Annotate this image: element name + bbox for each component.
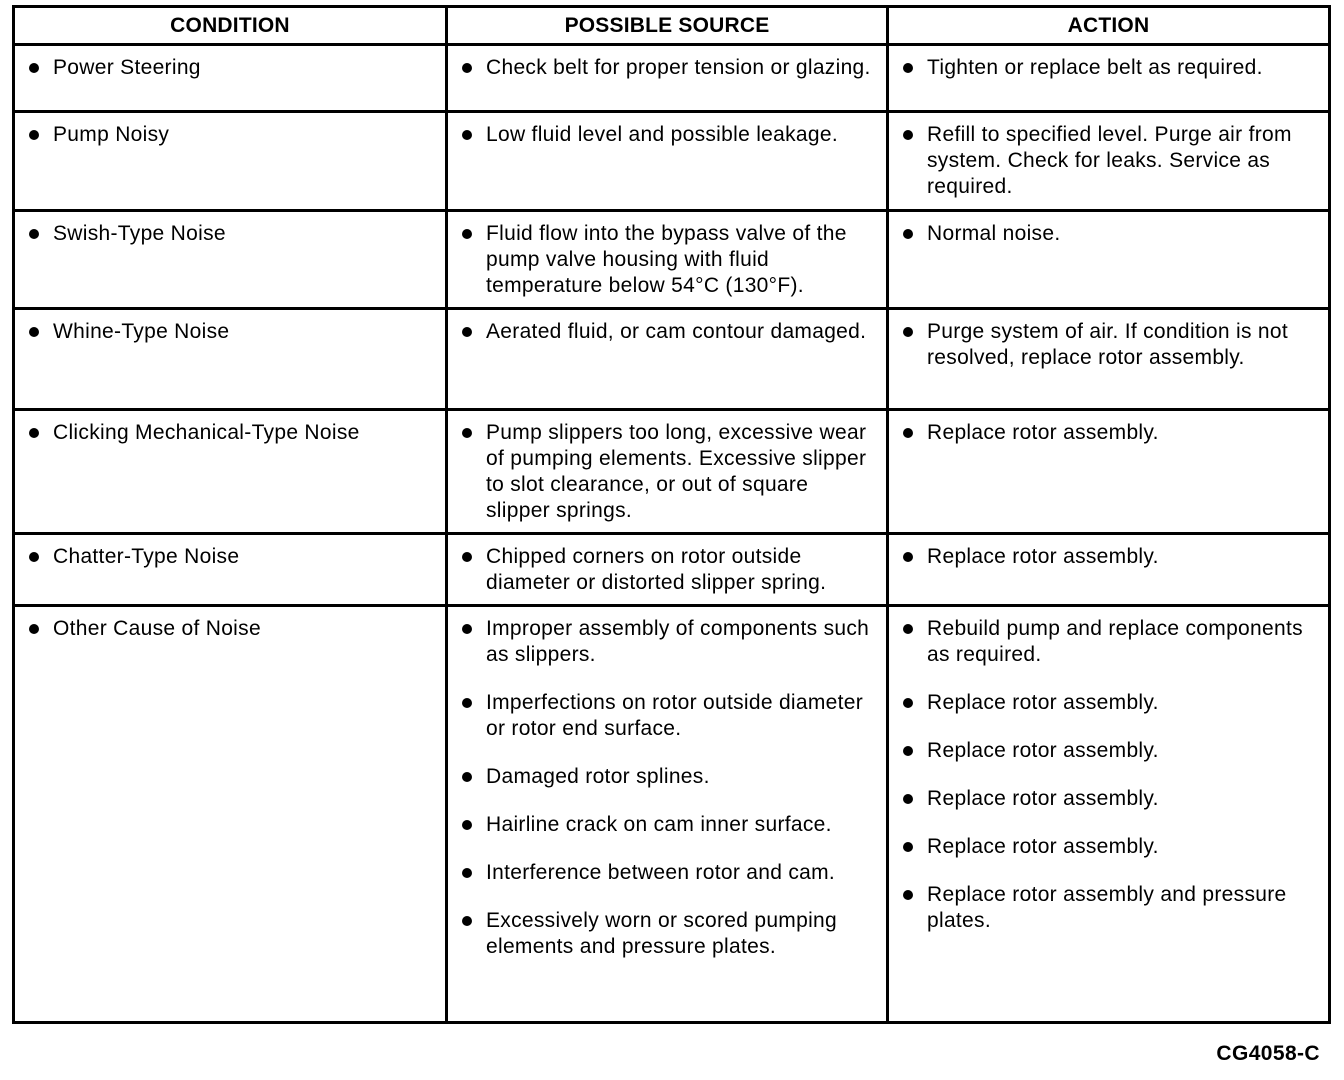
action-cell-text: Purge system of air. If condition is not resolved, replace rotor assembly. [927, 320, 1289, 369]
table-row [14, 112, 1330, 211]
source-cell-text: Check belt for proper tension or glazing. [486, 56, 871, 79]
table-row [14, 45, 1330, 112]
header-action: ACTION [888, 7, 1330, 45]
action-cell [888, 211, 1330, 309]
bullet-icon [462, 327, 472, 337]
bullet-icon [903, 698, 913, 708]
list-item [460, 319, 876, 345]
list-item [27, 55, 435, 81]
list-item [901, 319, 1318, 371]
action-cell [888, 309, 1330, 410]
list-item [460, 122, 876, 148]
header-possible-source: POSSIBLE SOURCE [447, 7, 888, 45]
list-item [460, 616, 876, 668]
condition-cell-text: Chatter-Type Noise [53, 545, 240, 568]
header-row [14, 7, 1330, 45]
list-item [901, 834, 1318, 860]
table-body [14, 45, 1330, 1023]
list-item [460, 908, 876, 960]
action-cell [888, 606, 1330, 1023]
bullet-icon [903, 624, 913, 634]
bullet-icon [462, 130, 472, 140]
bullet-icon [462, 552, 472, 562]
condition-cell [14, 534, 447, 606]
bullet-icon [903, 890, 913, 900]
action-cell [888, 112, 1330, 211]
list-item [460, 55, 876, 81]
bullet-icon [903, 130, 913, 140]
bullet-icon [903, 552, 913, 562]
source-cell-text: Improper assembly of components such as slippers. [486, 617, 870, 666]
bullet-icon [462, 624, 472, 634]
table-row [14, 606, 1330, 1023]
table-row [14, 211, 1330, 309]
bullet-icon [903, 229, 913, 239]
condition-cell [14, 112, 447, 211]
list-item [901, 786, 1318, 812]
source-cell-text: Chipped corners on rotor outside diameter or distorted slipper spring. [486, 545, 827, 594]
action-cell [888, 410, 1330, 534]
list-item [901, 738, 1318, 764]
condition-cell [14, 45, 447, 112]
source-cell [447, 606, 888, 1023]
list-item [460, 812, 876, 838]
bullet-icon [462, 868, 472, 878]
bullet-icon [462, 698, 472, 708]
condition-cell [14, 211, 447, 309]
list-item [460, 544, 876, 596]
bullet-icon [29, 229, 39, 239]
bullet-icon [462, 916, 472, 926]
list-item [27, 122, 435, 148]
bullet-icon [29, 130, 39, 140]
source-cell [447, 45, 888, 112]
source-cell-text: Fluid flow into the bypass valve of the pump valve housing with fluid temperature below 54°C (130°F). [486, 222, 847, 297]
condition-cell-text: Power Steering [53, 56, 201, 79]
list-item [901, 616, 1318, 668]
figure-code: CG4058-C [1216, 1042, 1320, 1065]
bullet-icon [462, 63, 472, 73]
list-item [460, 764, 876, 790]
bullet-icon [903, 746, 913, 756]
condition-cell-text: Whine-Type Noise [53, 320, 230, 343]
bullet-icon [462, 820, 472, 830]
bullet-icon [903, 842, 913, 852]
action-cell [888, 45, 1330, 112]
list-item [460, 420, 876, 524]
source-cell-text: Pump slippers too long, excessive wear of pumping elements. Excessive slipper to slot clearance, or out of square slipper springs. [486, 421, 867, 522]
list-item [460, 690, 876, 742]
list-item [27, 319, 435, 345]
list-item [901, 55, 1318, 81]
condition-cell-text: Pump Noisy [53, 123, 170, 146]
source-cell-text: Aerated fluid, or cam contour damaged. [486, 320, 867, 343]
list-item [27, 616, 435, 642]
list-item [901, 544, 1318, 570]
condition-cell [14, 309, 447, 410]
action-cell-text: Replace rotor assembly and pressure plates. [927, 883, 1287, 932]
action-cell-text: Replace rotor assembly. [927, 691, 1159, 714]
action-cell-text: Refill to specified level. Purge air from system. Check for leaks. Service as required. [927, 123, 1292, 198]
source-cell-text: Excessively worn or scored pumping elements and pressure plates. [486, 909, 838, 958]
list-item [901, 882, 1318, 934]
bullet-icon [462, 428, 472, 438]
bullet-icon [462, 229, 472, 239]
table-row [14, 534, 1330, 606]
action-cell-text: Replace rotor assembly. [927, 545, 1159, 568]
action-cell-text: Normal noise. [927, 222, 1061, 245]
bullet-icon [462, 772, 472, 782]
list-item [901, 221, 1318, 247]
list-item [27, 221, 435, 247]
source-cell [447, 211, 888, 309]
bullet-icon [903, 794, 913, 804]
condition-cell [14, 606, 447, 1023]
action-cell-text: Tighten or replace belt as required. [927, 56, 1263, 79]
list-item [460, 860, 876, 886]
action-cell-text: Replace rotor assembly. [927, 835, 1159, 858]
bullet-icon [29, 63, 39, 73]
bullet-icon [903, 428, 913, 438]
bullet-icon [29, 327, 39, 337]
source-cell-text: Imperfections on rotor outside diameter or rotor end surface. [486, 691, 864, 740]
list-item [27, 420, 435, 446]
bullet-icon [29, 428, 39, 438]
list-item [27, 544, 435, 570]
table-row [14, 410, 1330, 534]
action-cell-text: Replace rotor assembly. [927, 739, 1159, 762]
condition-cell [14, 410, 447, 534]
diagnosis-table [12, 5, 1331, 1024]
list-item [901, 690, 1318, 716]
bullet-icon [903, 327, 913, 337]
action-cell-text: Replace rotor assembly. [927, 421, 1159, 444]
source-cell [447, 410, 888, 534]
source-cell [447, 309, 888, 410]
bullet-icon [29, 552, 39, 562]
source-cell [447, 112, 888, 211]
condition-cell-text: Clicking Mechanical-Type Noise [53, 421, 360, 444]
list-item [901, 420, 1318, 446]
condition-cell-text: Swish-Type Noise [53, 222, 226, 245]
source-cell-text: Interference between rotor and cam. [486, 861, 836, 884]
source-cell-text: Hairline crack on cam inner surface. [486, 813, 832, 836]
action-cell [888, 534, 1330, 606]
source-cell-text: Low fluid level and possible leakage. [486, 123, 838, 146]
source-cell-text: Damaged rotor splines. [486, 765, 710, 788]
action-cell-text: Rebuild pump and replace components as required. [927, 617, 1303, 666]
list-item [460, 221, 876, 299]
action-cell-text: Replace rotor assembly. [927, 787, 1159, 810]
list-item [901, 122, 1318, 200]
table-row [14, 309, 1330, 410]
bullet-icon [903, 63, 913, 73]
header-condition: CONDITION [14, 7, 447, 45]
bullet-icon [29, 624, 39, 634]
condition-cell-text: Other Cause of Noise [53, 617, 261, 640]
source-cell [447, 534, 888, 606]
